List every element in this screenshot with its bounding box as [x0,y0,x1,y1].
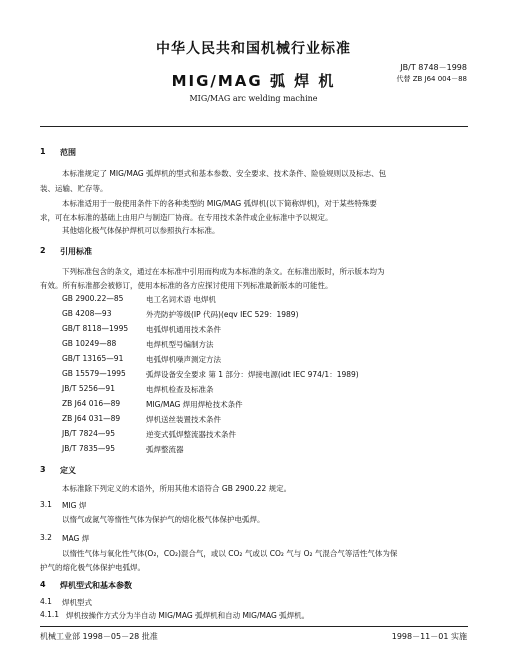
section-1-paragraph: 装、运输、贮存等。 [40,184,108,193]
section-4-1-number: 4.1 [40,597,52,606]
section-2-number: 2 [40,246,46,255]
section-1-paragraph: 本标准适用于一般使用条件下的各种类型的 MIG/MAG 弧焊机(以下简称焊机)，对于某些特殊要 [62,199,377,208]
standard-number: JB/T 8748－1998 [400,63,467,72]
header-divider [40,126,468,127]
reference-code: GB 2900.22—85 [62,294,124,303]
reference-title: 电弧焊机噪声测定方法 [146,355,221,364]
reference-code: JB/T 7824—95 [62,429,115,438]
section-2-paragraph: 下列标准包含的条文，通过在本标准中引用而构成为本标准的条文。在标准出版时，所示版本均为 [62,267,385,276]
reference-code: GB 15579—1995 [62,369,126,378]
reference-code: GB 10249—88 [62,339,117,348]
reference-title: 电工名词术语 电焊机 [146,295,216,304]
reference-code: ZB J64 016—89 [62,399,121,408]
reference-title: 外壳防护等级(IP 代码)(eqv IEC 529：1989) [146,310,299,319]
section-3-title: 定义 [60,466,76,475]
section-4-title: 焊机型式和基本参数 [60,581,132,590]
reference-code: JB/T 7835—95 [62,444,115,453]
reference-title: 焊机送丝装置技术条件 [146,415,221,424]
section-3-2-text: 以惰性气体与氧化性气体(O₂，CO₂)混合气，或以 CO₂ 气或以 CO₂ 气与 O₂ 气混合气等活性气体为保 [62,549,398,558]
section-3-2-text: 护气的熔化极气体保护电弧焊。 [40,563,145,572]
issuing-ministry: 中华人民共和国机械行业标准 [156,41,351,57]
section-4-1-title: 焊机型式 [62,598,92,607]
reference-title: MIG/MAG 焊用焊枪技术条件 [146,400,243,409]
section-3-2-title: MAG 焊 [62,534,90,543]
reference-title: 逆变式弧焊整流器技术条件 [146,430,236,439]
reference-code: GB/T 13165—91 [62,354,124,363]
reference-title: 电焊机检查及标准条 [146,385,214,394]
reference-code: GB/T 8118—1995 [62,324,129,333]
section-3-number: 3 [40,465,46,474]
section-3-1-number: 3.1 [40,500,52,509]
section-3-1-text: 以惰气或氮气等惰性气体为保护气的熔化极气体保护电弧焊。 [62,515,265,524]
section-1-title: 范围 [60,148,76,157]
section-3-2-number: 3.2 [40,533,52,542]
section-1-paragraph: 本标准规定了 MIG/MAG 弧焊机的型式和基本参数、安全要求、技术条件、险验规则以及标志、包 [62,169,387,178]
reference-code: ZB J64 031—89 [62,414,121,423]
section-2-paragraph: 有效。所有标准都会被修订，使用本标准的各方应探讨使用下列标准最新版本的可能性。 [40,281,333,290]
section-1-number: 1 [40,147,46,156]
reference-title: 弧焊整流器 [146,445,184,454]
reference-title: 电焊机型号编制方法 [146,340,214,349]
reference-code: GB 4208—93 [62,309,112,318]
section-4-number: 4 [40,580,46,589]
approval-date: 机械工业部 1998－05－28 批准 [40,632,158,641]
section-3-paragraph: 本标准除下列定义的术语外，所用其他术语符合 GB 2900.22 规定。 [62,484,292,493]
reference-code: JB/T 5256—91 [62,384,115,393]
section-1-paragraph: 其他熔化极气体保护焊机可以参照执行本标准。 [62,226,220,235]
replaces-standard: 代替 ZB J64 004－88 [396,75,467,83]
section-1-paragraph: 求，可在本标准的基础上由用户与制造厂协商。在专用技术条件或企业标准中予以规定。 [40,213,333,222]
document-title: MIG/MAG 弧 焊 机 [171,72,336,90]
section-3-1-title: MIG 焊 [62,501,87,510]
reference-title: 弧焊设备安全要求 第 1 部分：焊接电源(idt IEC 974/1：1989) [146,370,359,379]
section-4-1-1-text: 焊机按操作方式分为半自动 MIG/MAG 弧焊机和自动 MIG/MAG 弧焊机。 [66,611,310,620]
document-subtitle: MIG/MAG arc welding machine [189,94,318,103]
section-2-title: 引用标准 [60,247,92,256]
footer-divider [40,626,468,627]
section-4-1-1-number: 4.1.1 [40,610,60,619]
reference-title: 电弧焊机通用技术条件 [146,325,221,334]
implementation-date: 1998－11－01 实施 [391,632,467,641]
